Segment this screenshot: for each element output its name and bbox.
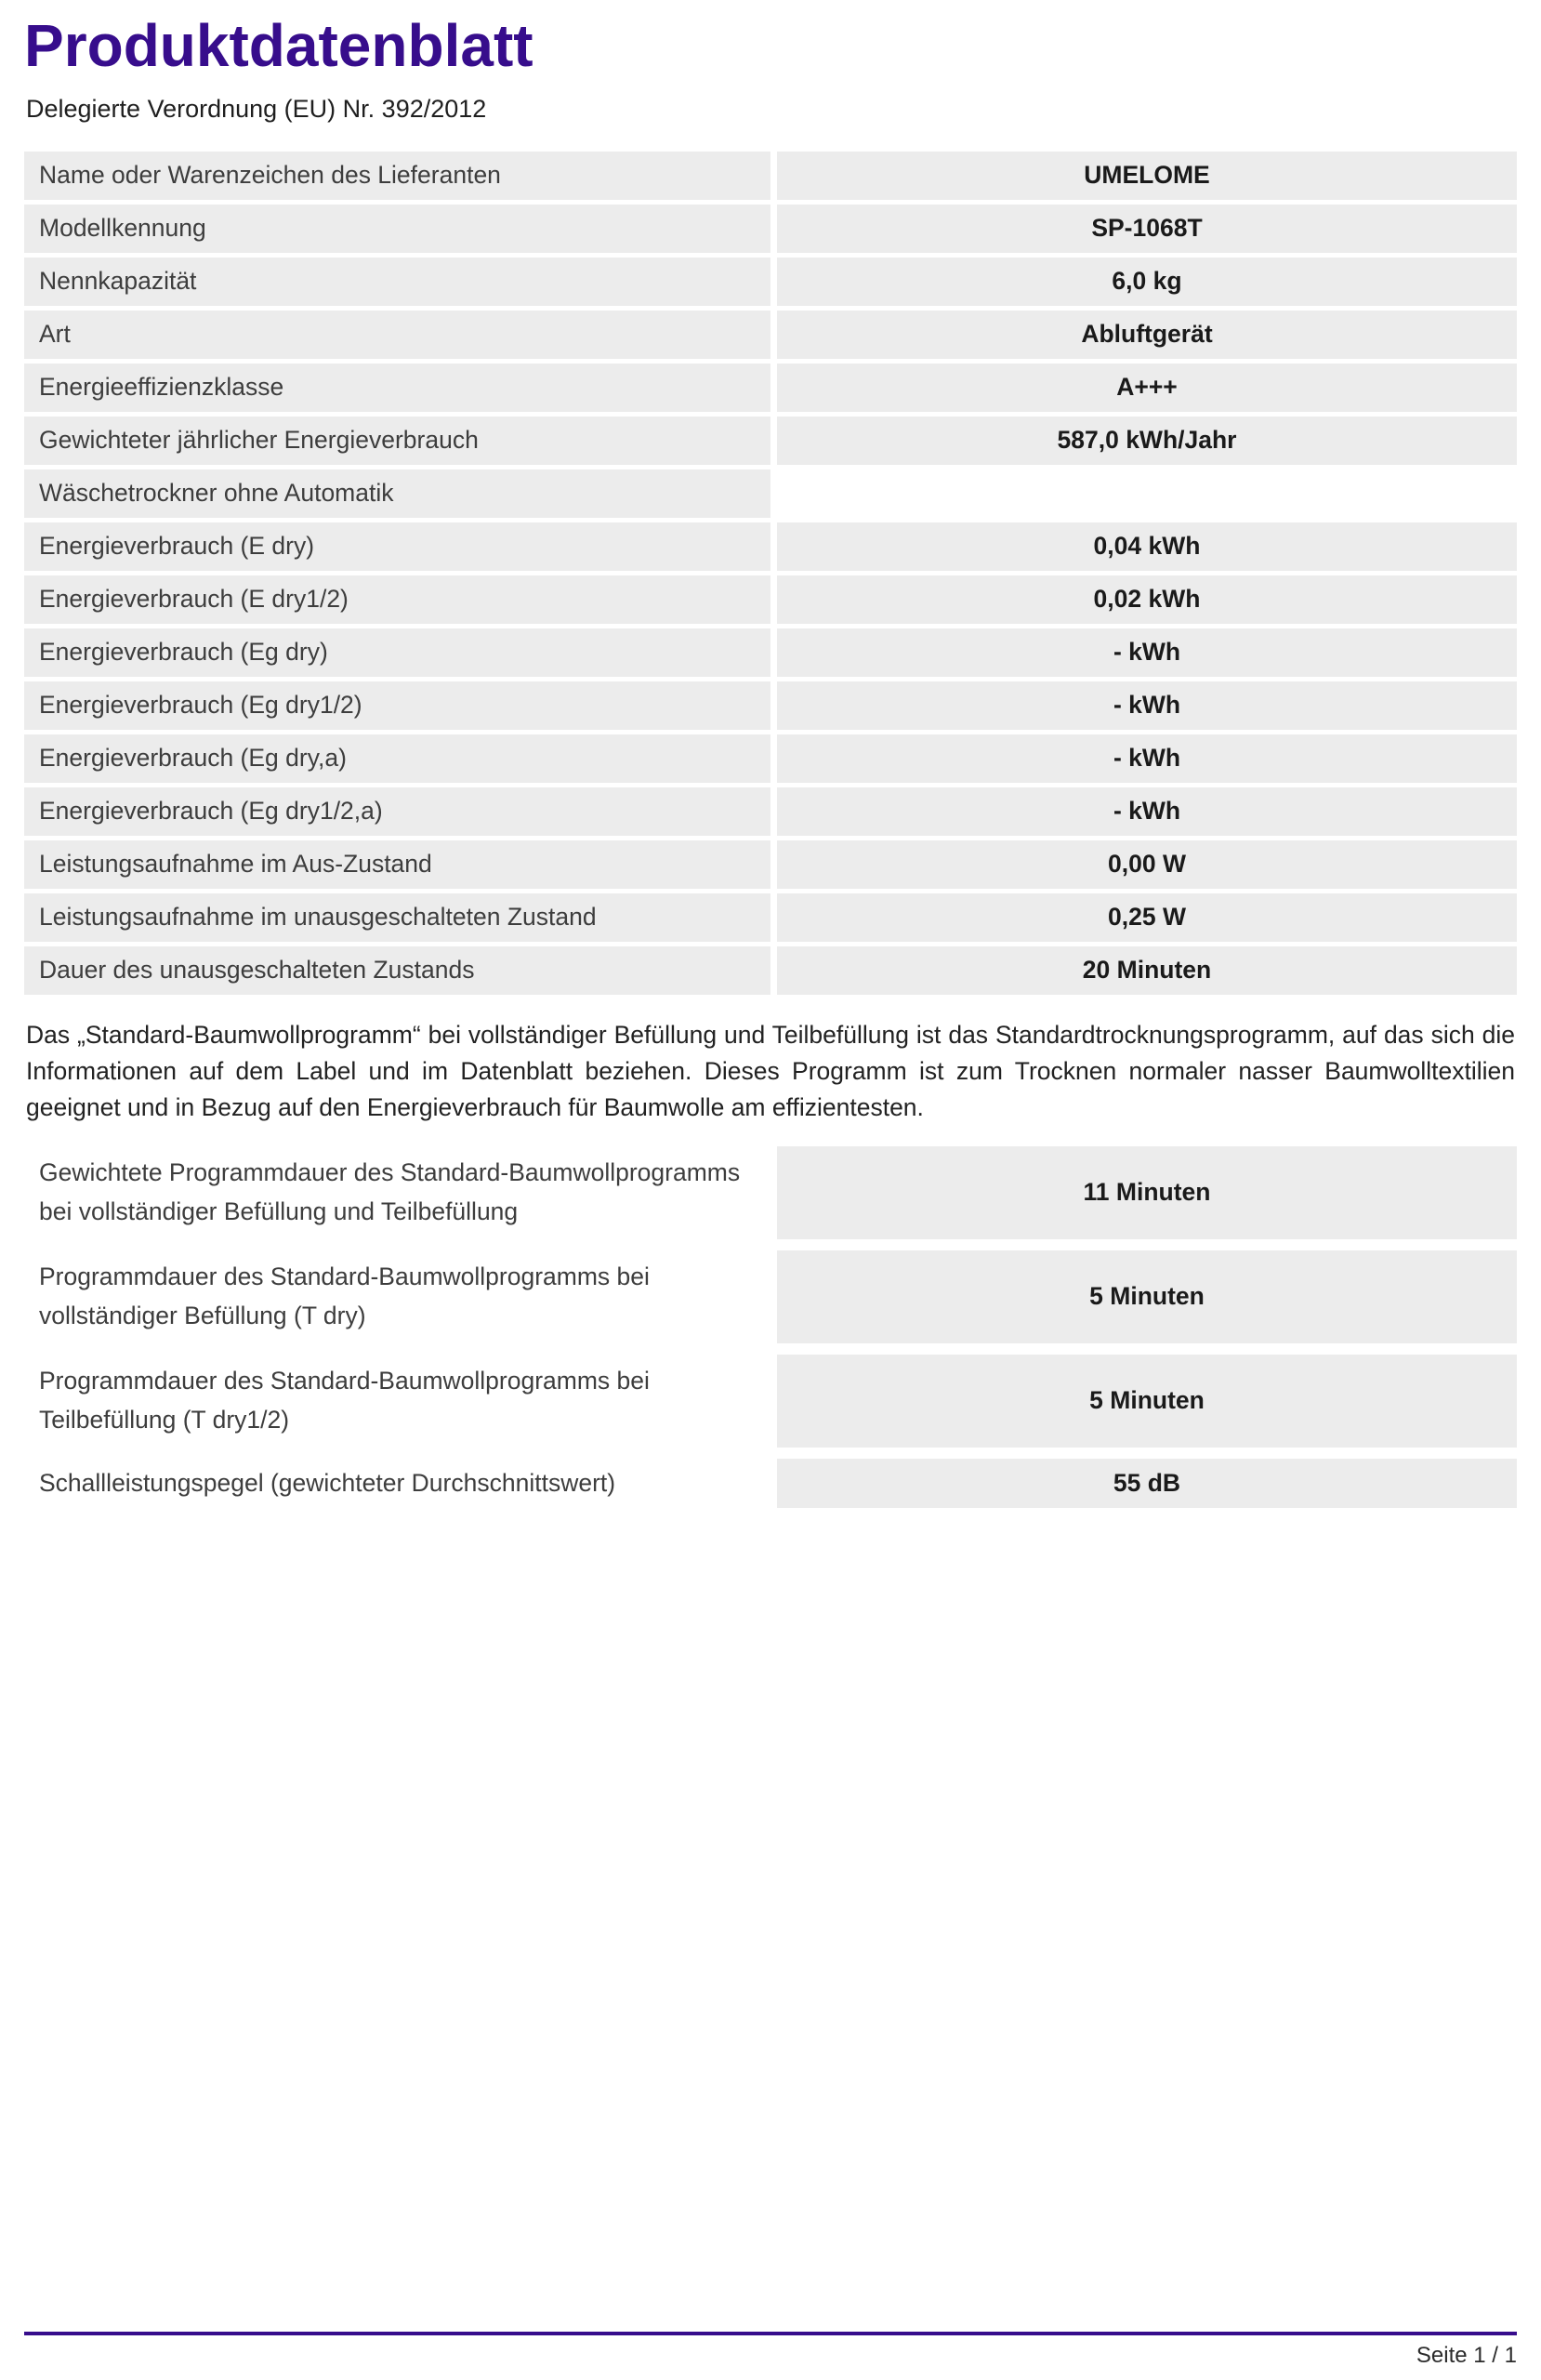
- row-value: - kWh: [777, 628, 1517, 677]
- row-value: UMELOME: [777, 152, 1517, 200]
- row-label: Programmdauer des Standard-Baumwollprogramms bei Teilbefüllung (T dry1/2): [39, 1367, 650, 1434]
- row-value: 0,00 W: [777, 840, 1517, 889]
- row-label: Programmdauer des Standard-Baumwollprogramms bei vollständiger Befüllung (T dry): [39, 1263, 650, 1329]
- page-title: Produktdatenblatt: [24, 12, 533, 79]
- table-row: [24, 152, 1517, 200]
- table-row: [24, 681, 1517, 730]
- table-row: [24, 946, 1517, 995]
- row-label: Gewichteter jährlicher Energieverbrauch: [24, 416, 770, 465]
- row-label: Leistungsaufnahme im unausgeschalteten Zustand: [24, 893, 770, 942]
- row-label: Energieverbrauch (E dry1/2): [24, 575, 770, 624]
- row-label: Art: [24, 311, 770, 359]
- row-label: Energieverbrauch (Eg dry,a): [24, 734, 770, 783]
- row-value: 55 dB: [777, 1459, 1517, 1508]
- table-row: [24, 1355, 1517, 1448]
- table-row: [24, 1459, 1517, 1508]
- table-row: [24, 469, 1517, 518]
- table-row: [24, 522, 1517, 571]
- table-row: [24, 575, 1517, 624]
- spec-table: [24, 152, 1517, 995]
- row-label: Gewichtete Programmdauer des Standard-Baumwollprogramms bei vollständiger Befüllung und Teilbefüllung: [39, 1158, 741, 1225]
- row-value: - kWh: [777, 734, 1517, 783]
- duration-table: [24, 1146, 1517, 1508]
- table-row: [24, 311, 1517, 359]
- row-label: Wäschetrockner ohne Automatik: [24, 469, 770, 518]
- standard-program-note: Das „Standard-Baumwollprogramm“ bei vollständiger Befüllung und Teilbefüllung ist das Standardtrocknungsprogramm, auf das sich die Informationen auf dem Label und im Datenblatt beziehen. Dieses Programm ist zum Trocknen normaler nasser Baumwolltextilien geeignet und in Bezug auf den Energieverbrauch für Baumwolle am effizientesten.: [26, 1020, 1515, 1121]
- table-row: [24, 205, 1517, 253]
- table-row: [24, 416, 1517, 465]
- row-label: Energieeffizienzklasse: [24, 364, 770, 412]
- row-value: 587,0 kWh/Jahr: [777, 416, 1517, 465]
- row-label: Dauer des unausgeschalteten Zustands: [24, 946, 770, 995]
- table-row: [24, 734, 1517, 783]
- row-label: Nennkapazität: [24, 258, 770, 306]
- row-value: 0,04 kWh: [777, 522, 1517, 571]
- row-label: Energieverbrauch (Eg dry1/2): [24, 681, 770, 730]
- row-label: Name oder Warenzeichen des Lieferanten: [24, 152, 770, 200]
- row-value: - kWh: [777, 681, 1517, 730]
- row-value: 5 Minuten: [777, 1355, 1517, 1448]
- row-label: Leistungsaufnahme im Aus-Zustand: [24, 840, 770, 889]
- row-value: A+++: [777, 364, 1517, 412]
- table-row: [24, 364, 1517, 412]
- row-value: Abluftgerät: [777, 311, 1517, 359]
- row-label: Energieverbrauch (E dry): [24, 522, 770, 571]
- row-label: Energieverbrauch (Eg dry): [24, 628, 770, 677]
- row-label: Energieverbrauch (Eg dry1/2,a): [24, 787, 770, 836]
- page-footer: [24, 2332, 1517, 2369]
- row-label: Schallleistungspegel (gewichteter Durchschnittswert): [39, 1468, 616, 1497]
- row-value: 0,25 W: [777, 893, 1517, 942]
- table-row: [24, 787, 1517, 836]
- row-label: Modellkennung: [24, 205, 770, 253]
- row-value: - kWh: [777, 787, 1517, 836]
- row-value: 6,0 kg: [777, 258, 1517, 306]
- row-value: 20 Minuten: [777, 946, 1517, 995]
- page-number: Seite 1 / 1: [1416, 2343, 1517, 2368]
- footer-divider: [24, 2332, 1517, 2335]
- row-value: SP-1068T: [777, 205, 1517, 253]
- table-row: [24, 1146, 1517, 1239]
- table-row: [24, 840, 1517, 889]
- page-subtitle: Delegierte Verordnung (EU) Nr. 392/2012: [26, 94, 487, 123]
- table-row: [24, 628, 1517, 677]
- row-value-empty: [777, 469, 1517, 518]
- table-row: [24, 893, 1517, 942]
- page-header: [24, 13, 1517, 124]
- row-value: 5 Minuten: [777, 1250, 1517, 1343]
- table-row: [24, 1250, 1517, 1343]
- table-row: [24, 258, 1517, 306]
- row-value: 11 Minuten: [777, 1146, 1517, 1239]
- row-value: 0,02 kWh: [777, 575, 1517, 624]
